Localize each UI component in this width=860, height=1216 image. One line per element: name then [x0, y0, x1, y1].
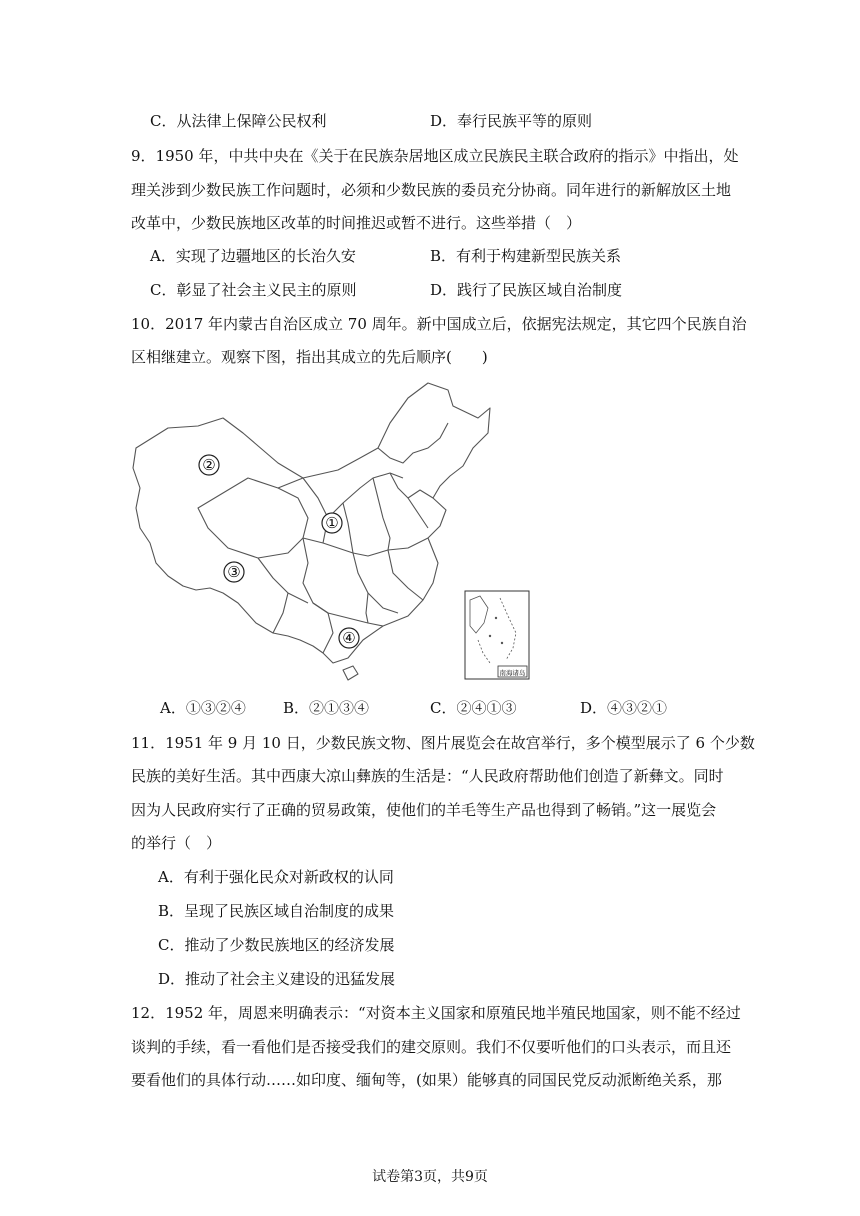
q10-option-d: D．④③②① [580, 699, 668, 717]
map-marker-4: ④ [342, 629, 356, 647]
china-outline [133, 383, 490, 663]
map-marker-3: ③ [227, 563, 241, 581]
q9-option-b: B．有利于构建新型民族关系 [430, 247, 622, 265]
q9-stem-line-1: 9．1950 年，中共中央在《关于在民族杂居地区成立民族民主联合政府的指示》中指出，处 [131, 147, 739, 165]
page-footer: 试卷第3页，共9页 [372, 1169, 488, 1185]
q10-stem-line-1: 10．2017 年内蒙古自治区成立 70 周年。新中国成立后，依据宪法规定，其它四个民族自治 [131, 315, 747, 333]
inset-label: 南海诸岛 [499, 669, 526, 677]
q11-stem-line-4: 的举行（ ） [131, 834, 222, 852]
q10-option-b: B．②①③④ [283, 699, 370, 717]
q11-stem-line-3: 因为人民政府实行了正确的贸易政策，使他们的羊毛等生产品也得到了畅销。”这一展览会 [131, 801, 717, 819]
q8-option-c: C．从法律上保障公民权利 [150, 112, 327, 130]
south-china-sea-inset [465, 591, 529, 679]
q9-option-a: A．实现了边疆地区的长治久安 [150, 247, 356, 265]
map-marker-1: ① [325, 514, 339, 532]
q10-stem-line-2: 区相继建立。观察下图，指出其成立的先后顺序( ) [131, 348, 488, 366]
q9-stem-line-2: 理关涉到少数民族工作问题时，必须和少数民族的委员充分协商。同年进行的新解放区土地 [131, 181, 732, 199]
q11-option-b: B．呈现了民族区域自治制度的成果 [158, 902, 395, 920]
q12-stem-line-2: 谈判的手续，看一看他们是否接受我们的建交原则。我们不仅要听他们的口头表示，而且还 [131, 1038, 732, 1056]
q9-option-d: D．践行了民族区域自治制度 [430, 281, 623, 299]
q11-option-c: C．推动了少数民族地区的经济发展 [158, 936, 395, 954]
q9-option-c: C．彰显了社会主义民主的原则 [150, 281, 357, 299]
q10-option-c: C．②④①③ [430, 699, 517, 717]
map-marker-2: ② [202, 456, 216, 474]
q11-option-d: D．推动了社会主义建设的迅猛发展 [158, 970, 396, 988]
q11-stem-line-2: 民族的美好生活。其中西康大凉山彝族的生活是：“人民政府帮助他们创造了新彝文。同时 [131, 767, 724, 785]
q9-stem-line-3: 改革中，少数民族地区改革的时间推迟或暂不进行。这些举措（ ） [131, 214, 582, 232]
q11-stem-line-1: 11．1951 年 9 月 10 日，少数民族文物、图片展览会在故宫举行，多个模型展示了 6 个少数 [131, 734, 755, 752]
q11-option-a: A．有利于强化民众对新政权的认同 [158, 868, 394, 886]
china-map [128, 378, 533, 683]
q8-option-d: D．奉行民族平等的原则 [430, 112, 593, 130]
q10-option-a: A．①③②④ [160, 699, 246, 717]
q12-stem-line-3: 要看他们的具体行动……如印度、缅甸等，(如果）能够真的同国民党反动派断绝关系，那 [131, 1071, 722, 1089]
q12-stem-line-1: 12．1952 年，周恩来明确表示：“对资本主义国家和原殖民地半殖民地国家，则不能不经过 [131, 1004, 741, 1022]
